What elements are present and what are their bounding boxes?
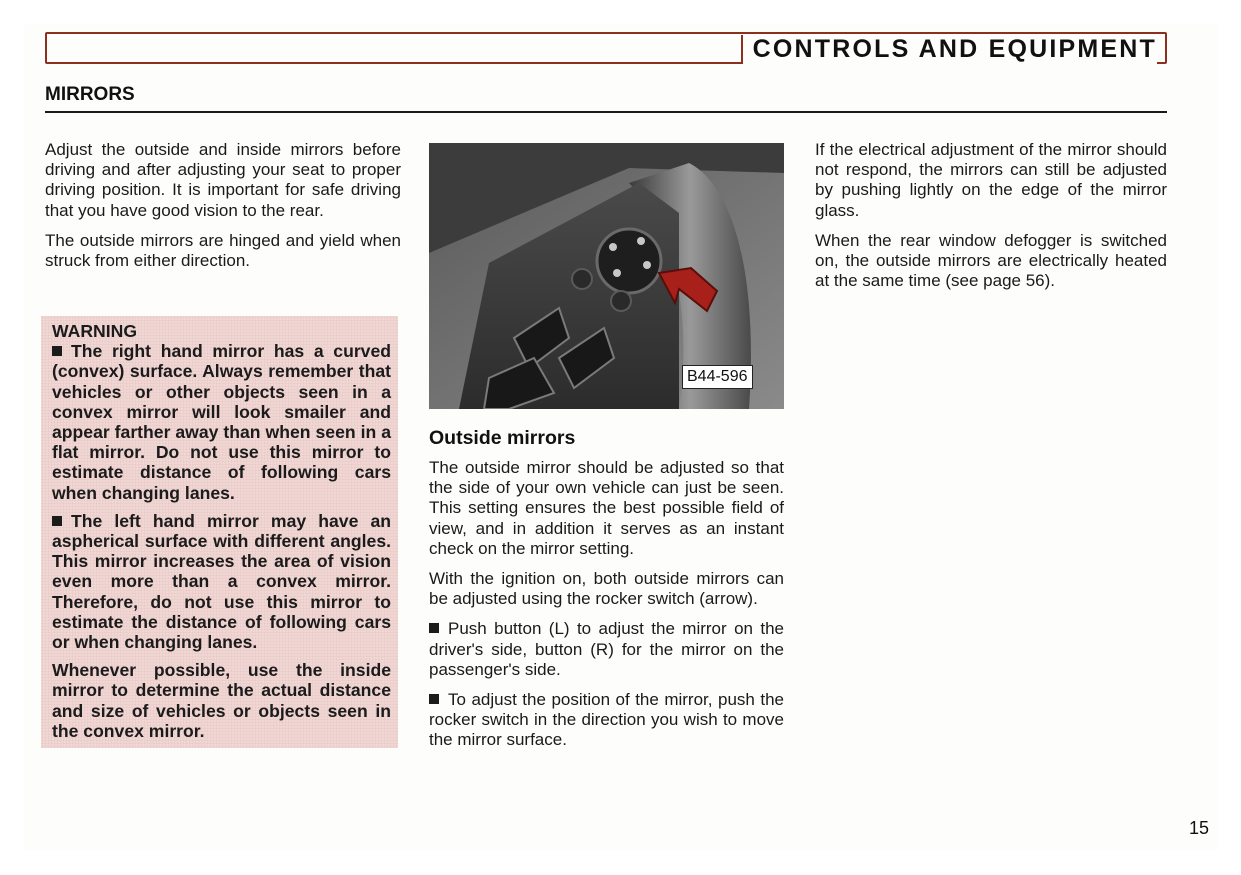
outside-mirrors-paragraph: The outside mirror should be adjusted so that the side of your own vehicle can just be seen. This setting ensures the best possible field of view, and in addition it serves as an instant check on the mirror setting.	[429, 458, 784, 558]
warning-item-text: The right hand mirror has a curved (convex) surface. Always remember that vehicles or other objects seen in a convex mirror will look smailer and appear farther away than when seen in a flat mirror. Do not use this mirror to estimate distance of following cars when changing lanes.	[52, 341, 391, 503]
intro-column	[45, 140, 401, 281]
header-frame	[45, 32, 1167, 64]
intro-paragraph: Adjust the outside and inside mirrors before driving and after adjusting your seat to proper driving position. It is important for safe driving that you have good vision to the rear.	[45, 140, 401, 220]
section-divider	[45, 111, 1167, 113]
right-paragraph: If the electrical adjustment of the mirror should not respond, the mirrors can still be adjusted by pushing lightly on the edge of the mirror glass.	[815, 140, 1167, 220]
chapter-title: CONTROLS AND EQUIPMENT	[741, 35, 1157, 64]
warning-title: WARNING	[52, 321, 138, 341]
outside-mirrors-paragraph: With the ignition on, both outside mirrors can be adjusted using the rocker switch (arrow).	[429, 569, 784, 609]
page-number: 15	[1189, 818, 1210, 838]
outside-mirrors-bullet	[429, 619, 784, 680]
bullet-icon	[52, 516, 62, 526]
intro-paragraph: The outside mirrors are hinged and yield when struck from either direction.	[45, 230, 401, 271]
bullet-icon	[429, 694, 439, 704]
right-paragraph: When the rear window defogger is switched on, the outside mirrors are electrically heated at the same time (see page 56).	[815, 230, 1167, 291]
warning-item	[52, 511, 391, 652]
bullet-text: Push button (L) to adjust the mirror on the driver's side, button (R) for the mirror on the passenger's side.	[429, 619, 784, 679]
warning-item	[52, 341, 391, 503]
outside-mirrors-column	[429, 458, 784, 761]
bullet-text: To adjust the position of the mirror, push the rocker switch in the direction you wish to move the mirror surface.	[429, 690, 784, 750]
figure-label: B44-596	[682, 365, 753, 389]
bullet-icon	[52, 346, 62, 356]
outside-mirrors-bullet	[429, 690, 784, 751]
warning-box	[41, 316, 398, 748]
right-column	[815, 140, 1167, 301]
section-title: MIRRORS	[45, 84, 135, 105]
bullet-icon	[429, 623, 439, 633]
outside-mirrors-heading: Outside mirrors	[429, 427, 576, 449]
warning-item-text: The left hand mirror may have an aspherical surface with different angles. This mirror increases the area of vision even more than a convex mirror. Therefore, do not use this mirror to estimate the distance of following cars or when changing lanes.	[52, 510, 391, 653]
warning-closing: Whenever possible, use the inside mirror to determine the actual distance and size of vehicles or objects seen in the convex mirror.	[52, 660, 391, 741]
